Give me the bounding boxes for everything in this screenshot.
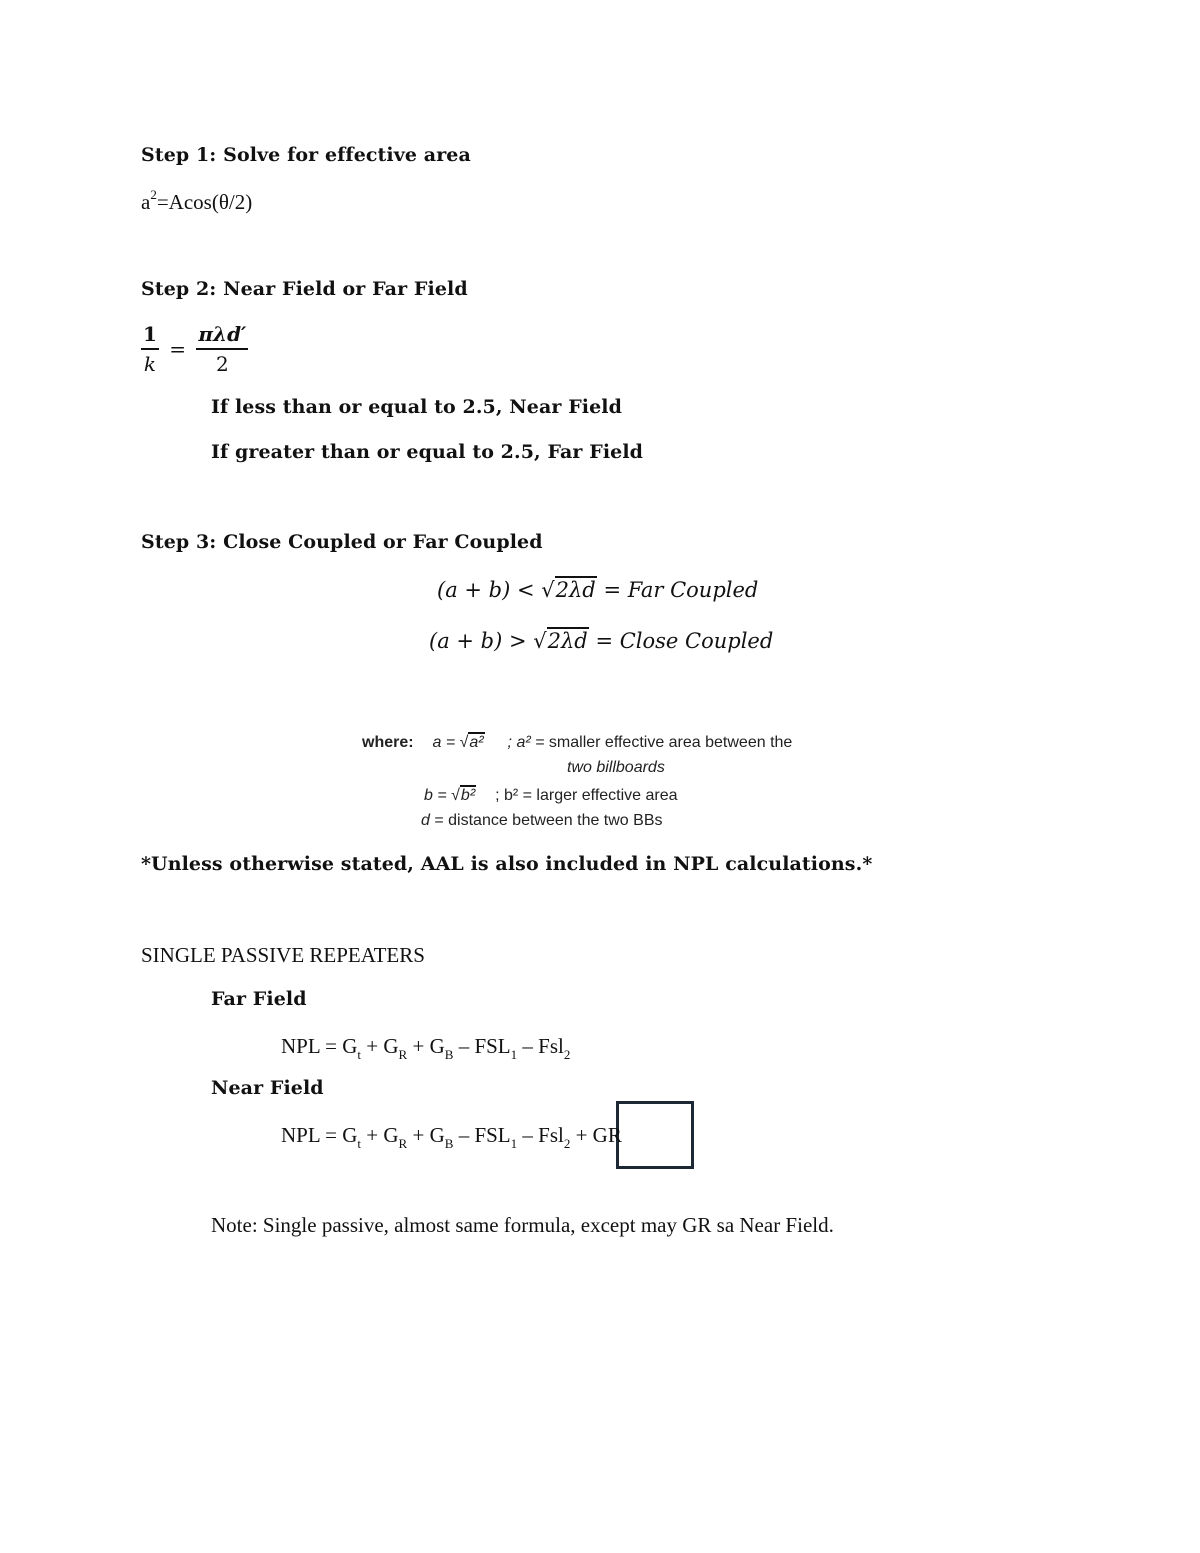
far-coupled-rhs: = Far Coupled <box>596 578 759 602</box>
where-a-note: ; a² = <box>507 734 549 751</box>
where-label: where: <box>362 734 414 751</box>
where-d-def: d <box>421 812 430 829</box>
far-field-label: Far Field <box>211 988 307 1010</box>
step2-equals: = <box>169 337 187 361</box>
gr-highlight-box <box>616 1101 694 1169</box>
npl-near-sub-2: 2 <box>563 1136 571 1152</box>
npl-near-sub-1: 1 <box>510 1136 518 1152</box>
close-coupled-formula <box>429 629 773 653</box>
single-passive-title: SINGLE PASSIVE REPEATERS <box>141 943 425 967</box>
npl-far-p4: – FSL <box>453 1034 511 1058</box>
where-line-d <box>421 812 663 830</box>
fraction-pi-lambda-d <box>196 322 248 376</box>
sqrt-symbol: √b² <box>451 787 476 804</box>
close-coupled-radicand: 2λd <box>547 629 588 653</box>
npl-near-p5: – Fsl <box>517 1123 564 1147</box>
where-line-b <box>424 787 678 805</box>
condition-near-field: If less than or equal to 2.5, Near Field <box>211 396 622 418</box>
where-line-a2 <box>567 759 665 777</box>
npl-far-p5: – Fsl <box>517 1034 564 1058</box>
sqrt-symbol: √2λd <box>533 629 588 653</box>
far-coupled-formula <box>437 578 758 602</box>
condition-far-field: If greater than or equal to 2.5, Far Field <box>211 441 644 463</box>
step1-formula-rhs: =Acos(θ/2) <box>156 190 253 214</box>
frac-left-den: k <box>143 352 157 376</box>
npl-far-sub-2: 2 <box>563 1047 571 1063</box>
npl-near-p4: – FSL <box>453 1123 511 1147</box>
npl-far-p2: + G <box>361 1034 399 1058</box>
step2-heading: Step 2: Near Field or Far Field <box>141 278 468 300</box>
step1-formula-lhs: a <box>141 190 151 214</box>
frac-right-den: 2 <box>216 352 229 376</box>
where-b-def: b = <box>424 787 452 804</box>
npl-far-sub-t: t <box>357 1047 362 1063</box>
where-line-a <box>362 734 792 752</box>
step1-formula-exp: 2 <box>150 187 157 203</box>
close-coupled-rhs: = Close Coupled <box>588 629 774 653</box>
single-passive-note: Note: Single passive, almost same formula, except may GR sa Near Field. <box>211 1213 834 1237</box>
where-a-radicand: a² <box>469 734 484 751</box>
where-a-desc2: two billboards <box>567 759 665 776</box>
npl-near-p3: + G <box>407 1123 445 1147</box>
sqrt-symbol: √2λd <box>541 578 596 602</box>
npl-near-sub-r: R <box>398 1136 408 1152</box>
npl-near-p2: + G <box>361 1123 399 1147</box>
close-coupled-lhs: (a + b) > <box>429 629 534 653</box>
frac-left-num: 1 <box>141 322 159 350</box>
where-b-radicand: b² <box>460 787 476 804</box>
npl-near-prefix: NPL = G <box>281 1123 358 1147</box>
step1-heading: Step 1: Solve for effective area <box>141 144 471 166</box>
far-coupled-lhs: (a + b) < <box>437 578 542 602</box>
npl-far-field-formula <box>281 1034 570 1062</box>
npl-far-prefix: NPL = G <box>281 1034 358 1058</box>
sqrt-symbol: √a² <box>459 734 484 751</box>
npl-near-field-formula <box>281 1123 622 1151</box>
step1-formula <box>141 189 252 215</box>
npl-far-sub-b: B <box>444 1047 454 1063</box>
where-a-desc: smaller effective area between the <box>548 734 793 751</box>
step3-heading: Step 3: Close Coupled or Far Coupled <box>141 531 543 553</box>
fraction-one-over-k <box>141 322 159 376</box>
npl-near-boxed-gr: + GR <box>570 1123 622 1147</box>
npl-far-sub-r: R <box>398 1047 408 1063</box>
where-d-desc: = distance between the two BBs <box>429 812 663 829</box>
aal-note: *Unless otherwise stated, AAL is also included in NPL calculations.* <box>141 853 873 875</box>
where-a-def: a = <box>432 734 460 751</box>
npl-far-sub-1: 1 <box>510 1047 518 1063</box>
where-b-note: ; b² = larger effective area <box>495 787 678 804</box>
near-field-label: Near Field <box>211 1077 324 1099</box>
step2-formula <box>141 322 248 376</box>
frac-right-num: πλd′ <box>196 322 248 350</box>
npl-near-sub-b: B <box>444 1136 454 1152</box>
far-coupled-radicand: 2λd <box>555 578 596 602</box>
npl-far-p3: + G <box>407 1034 445 1058</box>
npl-near-sub-t: t <box>357 1136 362 1152</box>
